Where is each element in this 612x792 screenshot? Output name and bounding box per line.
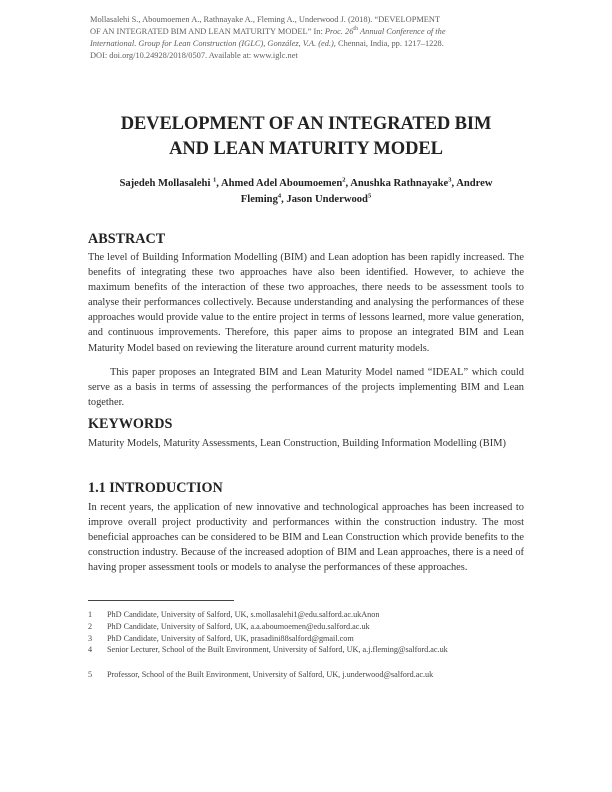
footnote-text: PhD Candidate, University of Salford, UK, s.mollasalehi1@edu.salford.ac.ukAnon <box>107 610 380 619</box>
footnote-text: PhD Candidate, University of Salford, UK, a.a.aboumoemen@edu.salford.ac.uk <box>107 622 370 631</box>
author-4-sup: 4 <box>277 191 282 199</box>
author-3-sup: 3 <box>448 176 452 184</box>
citation-proc: Proc. 26 <box>324 27 354 37</box>
author-line-2 <box>88 192 524 208</box>
abstract-paragraph-2: This paper proposes an Integrated BIM and Lean Maturity Model named “IDEAL” which could serve as a basis in terms of assessing the performances of the projects implementing BIM and Lean together. <box>88 367 524 409</box>
citation-group: International. Group for Lean Construction (IGLC), González, V.A. (ed.), <box>90 39 336 49</box>
author-list <box>88 176 524 207</box>
footnote-number: 3 <box>88 634 93 643</box>
citation-conf: Annual Conference of the <box>358 27 446 37</box>
footnote-number: 2 <box>88 622 93 631</box>
footnote-text: Professor, School of the Built Environment, University of Salford, UK, j.underwood@salford.ac.uk <box>107 670 434 679</box>
abstract-paragraph-1: The level of Building Information Modelling (BIM) and Lean adoption has been rapidly increased. The benefits of integrating these two approaches have also been identified. However, to achieve the maximum benefits of the interaction of these two approaches, there needs to be assessment tools to analyse their performances collectively. Because understanding and analysing the performances of these approaches would provide value to the entire project in terms of lessons learned, more value generation, and continuous improvements. Therefore, this paper aims to propose an integrated BIM and Lean Maturity Model based on reviewing the literature around current maturity models. <box>88 252 524 354</box>
paper-title-line-2: AND LEAN MATURITY MODEL <box>169 138 443 159</box>
introduction-text: In recent years, the application of new innovative and technological approaches has been increased to improve overall project productivity and performances within the construction industry. The most beneficial approaches can be considered to be BIM and Lean Construction which provide benefits to the construction industry. Because of the increased adoption of BIM and Lean approaches, there is a need of having proper assessment tools or models to analyse the performances of these approaches. <box>88 502 524 574</box>
footnote-number: 4 <box>88 645 93 654</box>
paper-title <box>70 112 542 161</box>
author-line-1 <box>88 176 524 192</box>
keywords-text: Maturity Models, Maturity Assessments, Lean Construction, Building Information Modelling (BIM) <box>88 438 506 449</box>
author-1-sup: 1 <box>213 176 217 184</box>
paper-title-line-1: DEVELOPMENT OF AN INTEGRATED BIM <box>120 114 492 134</box>
introduction-heading: 1.1 INTRODUCTION <box>88 480 223 496</box>
abstract-heading: ABSTRACT <box>88 231 166 247</box>
citation-location: Chennai, India, pp. 1217–1228. <box>335 39 444 49</box>
author-2: , Ahmed Adel Aboumoemen <box>216 178 343 189</box>
author-2-sup: 2 <box>342 176 346 184</box>
citation-line-2 <box>90 26 526 38</box>
citation-header <box>90 14 526 62</box>
citation-line-1: Mollasalehi S., Aboumoemen A., Rathnayake A., Fleming A., Underwood J. (2018). “DEVELOPMENT <box>90 15 441 24</box>
author-3: , Anushka Rathnayake <box>345 178 449 189</box>
citation-line-3 <box>90 38 526 50</box>
citation-line-4: DOI: doi.org/10.24928/2018/0507. Available at: www.iglc.net <box>90 51 298 61</box>
footnote-text: Senior Lecturer, School of the Built Environment, University of Salford, UK, a.j.fleming@salford.ac.uk <box>107 645 448 654</box>
footnote-text: PhD Candidate, University of Salford, UK, prasadini88salford@gmail.com <box>107 634 354 643</box>
footnote-number: 5 <box>88 670 93 679</box>
author-1: Sajedeh Mollasalehi <box>119 178 214 189</box>
author-5: , Jason Underwood <box>281 193 368 205</box>
author-4-first: , Andrew <box>451 178 493 189</box>
author-4-last: Fleming <box>240 193 278 205</box>
citation-line-2-prefix: OF AN INTEGRATED BIM AND LEAN MATURITY MODEL” In: <box>90 27 325 37</box>
keywords-heading: KEYWORDS <box>88 416 173 432</box>
citation-proc-sup: th <box>353 26 359 33</box>
author-5-sup: 5 <box>367 191 372 199</box>
footnote-divider <box>88 600 234 601</box>
footnote-number: 1 <box>88 610 93 619</box>
